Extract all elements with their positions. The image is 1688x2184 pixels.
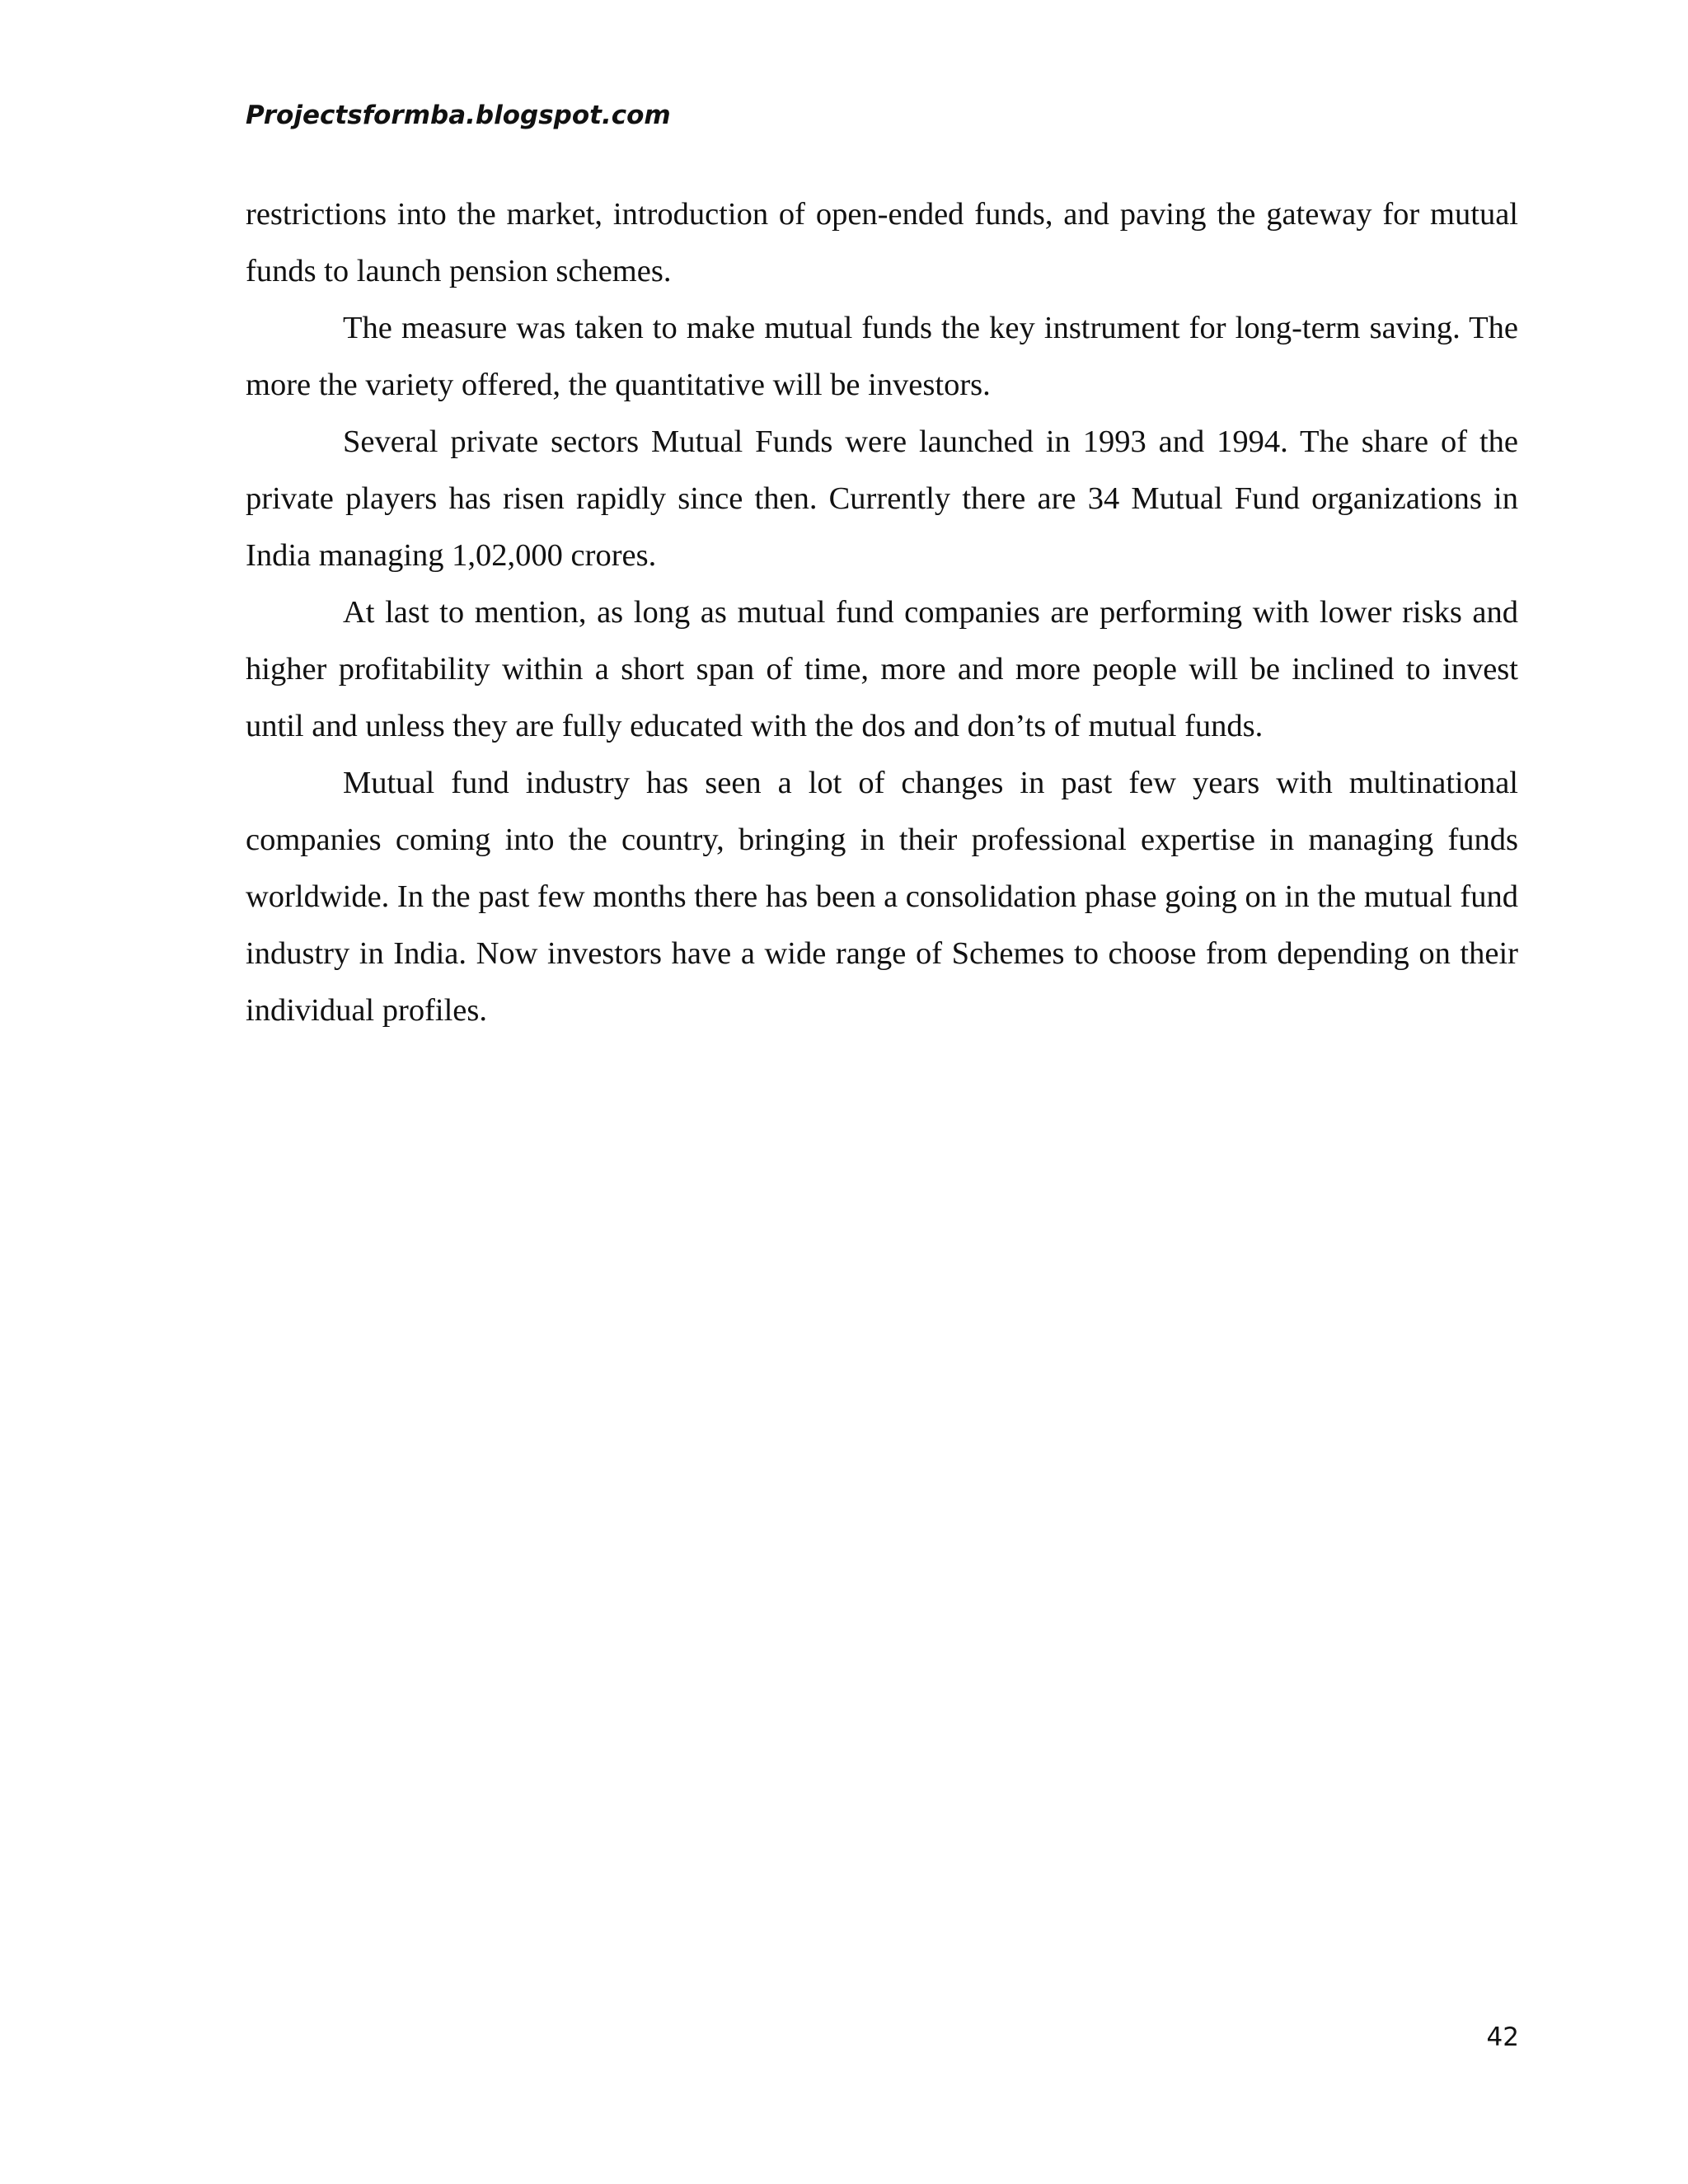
paragraph-industry-changes: Mutual fund industry has seen a lot of changes in past few years with multinational companies coming into the country, bringing in their professional expertise in managing funds worldwide. In the past few months there has been a consolidation phase going on in the mutual fund industry in India. Now investors have a wide range of Schemes to choose from depending on their individual profiles. [246,766,1518,1028]
body-text [246,186,1518,1039]
header-site-name: Projectsformba.blogspot.com [246,101,671,130]
paragraph-private-sector: Several private sectors Mutual Funds were launched in 1993 and 1994. The share of the private players has risen rapidly since then. Currently there are 34 Mutual Fund organizations in India managing 1,02,000 crores. [246,424,1518,573]
paragraph-at-last: At last to mention, as long as mutual fund companies are performing with lower risks and higher profitability within a short span of time, more and more people will be inclined to invest until and unless they are fully educated with the dos and don’ts of mutual funds. [246,595,1518,743]
paragraph-continuation: restrictions into the market, introduction of open-ended funds, and paving the gateway for mutual funds to launch pension schemes. [246,197,1518,288]
paragraph-measure: The measure was taken to make mutual funds the key instrument for long-term saving. The more the variety offered, the quantitative will be investors. [246,311,1518,402]
page-number: 42 [1486,2022,1519,2052]
